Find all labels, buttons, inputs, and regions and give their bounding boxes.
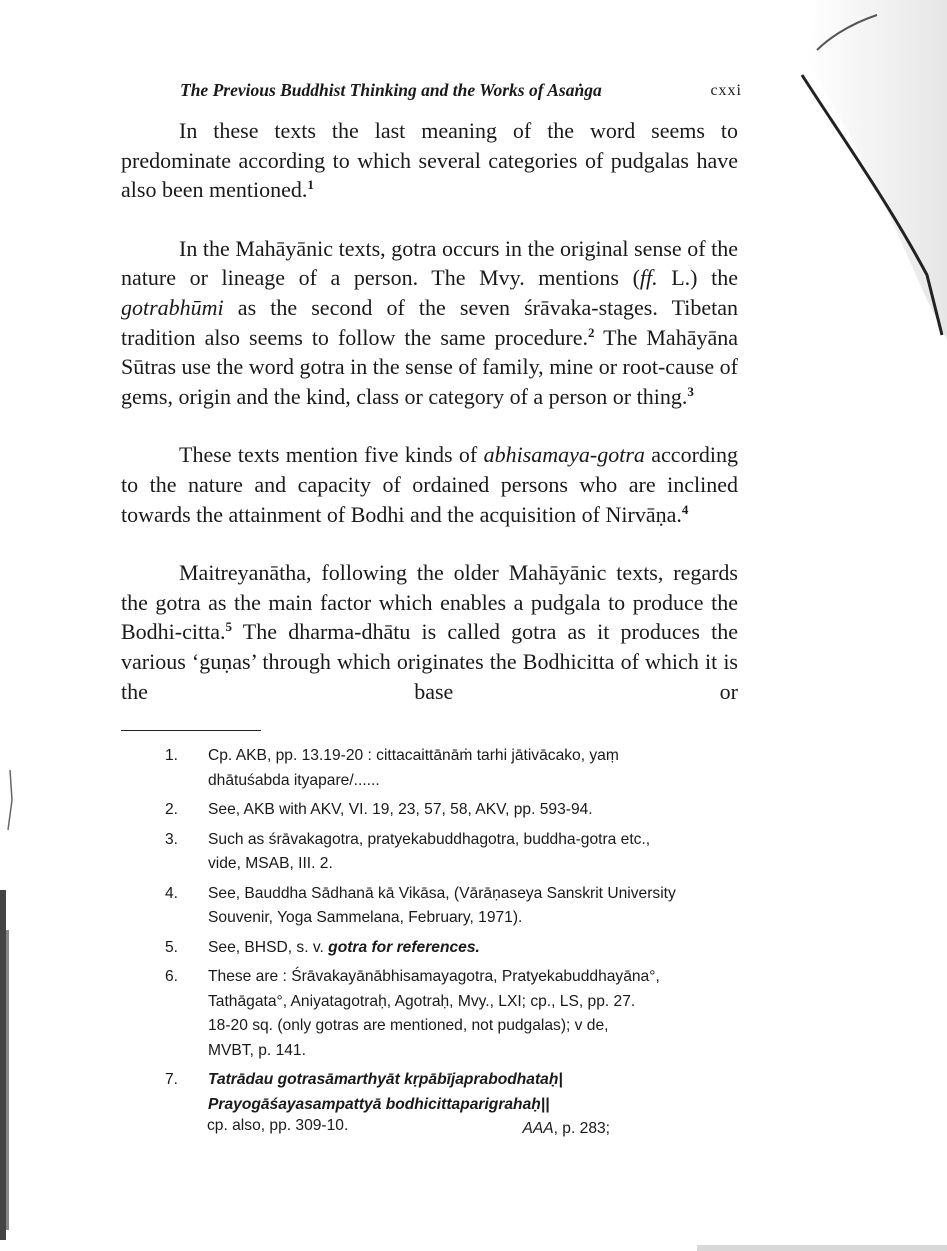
footnote-verse-line: Tatrādau gotrasāmarthyāt kṛpābījaprabodhataḥ| [208,1071,563,1088]
paragraph-3-text-a: These texts mention five kinds of [179,442,484,468]
footnote-line: dhātuśabda ityapare/...... [208,771,380,789]
bottom-edge-shadow [697,1235,947,1251]
footnote-line: Cp. AKB, pp. 13.19-20 : cittacaittānāṁ tarhi jātivācako, yaṃ [208,747,619,764]
footnote-reference-abbrev: AAA [522,1120,554,1137]
footnote-ref-5: 5 [225,619,232,635]
footnote-line: Such as śrāvakagotra, pratyekabuddhagotra, buddha-gotra etc., [208,830,651,848]
page-number: cxxi [710,82,742,99]
footnote-line: These are : Śrāvakayānābhisamayagotra, Pratyekabuddhayāna°, [208,968,660,985]
footnote-number: 1. [165,747,179,764]
footnote-line: Tathāgata°, Aniyatagotraḥ, Agotraḥ, Mvy., LXI; cp., LS, pp. 27. [208,992,636,1010]
footnote-line [208,936,755,961]
footnote-line: vide, MSAB, III. 2. [208,855,333,872]
footnote-separator [121,730,261,731]
footnote-item [165,798,755,823]
footnote-continuation: cp. also, pp. 309-10. [207,1117,349,1134]
footnote-number: 4. [165,884,179,902]
paragraph-2-text-a: In the Mahāyānic texts, gotra occurs in the original sense of the nature or lineage of a person. The Mvy. mentions ( [121,235,738,291]
footnote-line: See, AKB with AKV, VI. 19, 23, 57, 58, AKV, pp. 593-94. [208,801,593,818]
footnote-item [165,828,755,877]
paragraph-2-italic-gotrabhumi: gotrabhūmi [121,294,224,320]
footnote-item [165,936,755,961]
footnote-line: MVBT, p. 141. [208,1041,306,1059]
paragraph-3-italic-term: abhisamaya-gotra [483,442,645,468]
paragraph-2-text-b: L.) the [657,265,738,291]
footnote-number: 6. [165,968,179,985]
footnote-reference-page: , p. 283; [553,1120,610,1137]
footnote-number: 7. [165,1071,179,1088]
footnote-line: 18-20 sq. (only gotras are mentioned, not pudgalas); v de, [208,1017,609,1034]
paragraph-2 [121,234,738,412]
footnote-number: 3. [165,830,179,848]
page-curl-shadow [777,0,947,340]
footnote-ref-3: 3 [687,383,694,399]
paragraph-1-text: In these texts the last meaning of the word seems to predominate according to which several categories of pudgalas have also been mentioned. [121,118,738,203]
paragraph-4 [121,558,738,706]
paragraph-4-text-a: Maitreyanātha, following the older Mahāyānic texts, regards the gotra as the main factor which enables a pudgala to produce the Bodhi-citta. [121,560,738,645]
footnote-italic-text: gotra for references. [328,938,480,956]
footnote-line: Souvenir, Yoga Sammelana, February, 1971). [208,909,523,926]
footnote-ref-2: 2 [588,324,595,340]
body-text [121,116,738,735]
footnote-item [165,965,755,1063]
paragraph-3 [121,440,738,529]
footnote-ref-4: 4 [681,501,689,517]
footnote-number: 2. [165,801,179,818]
binding-edge-shadow [0,770,24,1240]
paragraph-4-text-b: The dharma-dhātu is called gotra as it produces the various ‘guṇas’ through which originates the Bodhicitta of which it is the base or [121,619,738,704]
running-head-title: The Previous Buddhist Thinking and the Works of Asaṅga [180,80,602,100]
footnote-item [165,882,755,931]
footnote-item [165,744,755,793]
footnote-ref-1: 1 [307,177,314,193]
footnote-line: See, Bauddha Sādhanā kā Vikāsa, (Vārāṇaseya Sanskrit University [208,884,676,902]
paragraph-2-italic-ff: ff. [639,265,658,291]
footnote-text: See, BHSD, s. v. [208,938,329,956]
paragraph-2-text-c: as the second of the seven śrāvaka-stages. Tibetan tradition also seems to follow the same procedure. [121,294,738,350]
running-head [180,80,742,106]
paragraph-2-text-d: The Mahāyāna Sūtras use the word gotra in the sense of family, mine or root-cause of gems, origin and the kind, class or category of a person or thing. [121,324,738,409]
paragraph-3-text-b: according to the nature and capacity of ordained persons who are inclined towards the attainment of Bodhi and the acquisition of Nirvāṇa. [121,442,739,527]
footnote-number: 5. [165,938,179,956]
footnotes [165,744,755,1147]
paragraph-1 [121,116,738,205]
footnote-verse-line: Prayogāśayasampattyā bodhicittaparigrahaḥ|| [208,1095,550,1113]
